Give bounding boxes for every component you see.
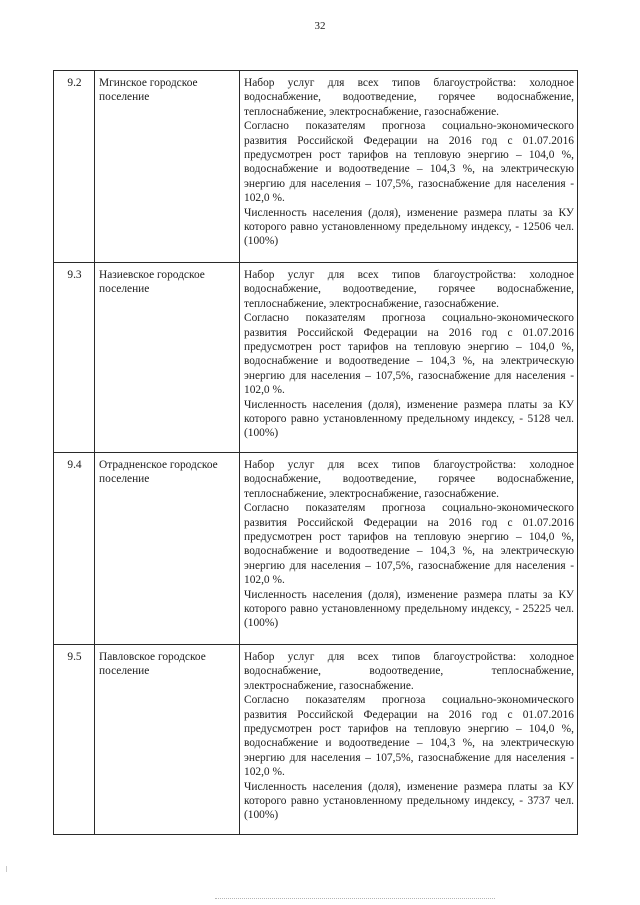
forecast-text: Согласно показателям прогноза социально-экономического развития Российской Федерации на 2016 год с 01.07.2016 предусмотрен рост тарифов на тепловую энергию – 104,0 %, водоснабжение и водоотведение – 104,3 %, на электрическую энергию для населения – 107,5%, газоснабжение для населения - 102,0 %. (244, 694, 574, 779)
services-text: Набор услуг для всех типов благоустройства: холодное водоснабжение, водоотведение, горячее водоснабжение, теплоснабжение, электроснабжение, газоснабжение. (244, 77, 574, 118)
settlement-name: Павловское городское поселение (95, 645, 240, 835)
settlement-name: Назиевское городское поселение (95, 263, 240, 453)
population-text: Численность населения (доля), изменение размера платы за КУ которого равно установленному предельному индексу, - 12506 чел. (100%) (244, 206, 574, 248)
description-cell (240, 453, 578, 645)
description-cell (240, 263, 578, 453)
forecast-text: Согласно показателям прогноза социально-экономического развития Российской Федерации на 2016 год с 01.07.2016 предусмотрен рост тарифов на тепловую энергию – 104,0 %, водоснабжение и водоотведение – 104,3 %, на электрическую энергию для населения – 107,5%, газоснабжение для населения - 102,0 %. (244, 120, 574, 205)
settlement-name: Отрадненское городское поселение (95, 453, 240, 645)
settlements-table (53, 70, 578, 835)
table-row (54, 263, 578, 453)
forecast-text: Согласно показателям прогноза социально-экономического развития Российской Федерации на 2016 год с 01.07.2016 предусмотрен рост тарифов на тепловую энергию – 104,0 %, водоснабжение и водоотведение – 104,3 %, на электрическую энергию для населения – 107,5%, газоснабжение для населения - 102,0 %. (244, 502, 574, 587)
settlement-name: Мгинское городское поселение (95, 71, 240, 263)
page-number: 32 (314, 20, 326, 32)
row-number: 9.4 (54, 453, 95, 645)
services-text: Набор услуг для всех типов благоустройства: холодное водоснабжение, водоотведение, горячее водоснабжение, теплоснабжение, электроснабжение, газоснабжение. (244, 459, 574, 500)
table-row (54, 453, 578, 645)
forecast-text: Согласно показателям прогноза социально-экономического развития Российской Федерации на 2016 год с 01.07.2016 предусмотрен рост тарифов на тепловую энергию – 104,0 %, водоснабжение и водоотведение – 104,3 %, на электрическую энергию для населения – 107,5%, газоснабжение для населения - 102,0 %. (244, 312, 574, 397)
scan-footer-line (215, 898, 495, 899)
services-text: Набор услуг для всех типов благоустройства: холодное водоснабжение, водоотведение, теплоснабжение, электроснабжение, газоснабжение. (244, 651, 574, 692)
row-number: 9.3 (54, 263, 95, 453)
description-cell (240, 645, 578, 835)
table-row (54, 645, 578, 835)
population-text: Численность населения (доля), изменение размера платы за КУ которого равно установленному предельному индексу, - 3737 чел. (100%) (244, 780, 574, 822)
scan-margin-mark (6, 866, 10, 872)
table-row (54, 71, 578, 263)
population-text: Численность населения (доля), изменение размера платы за КУ которого равно установленному предельному индексу, - 5128 чел. (100%) (244, 398, 574, 440)
services-text: Набор услуг для всех типов благоустройства: холодное водоснабжение, водоотведение, горячее водоснабжение, теплоснабжение, электроснабжение, газоснабжение. (244, 269, 574, 310)
population-text: Численность населения (доля), изменение размера платы за КУ которого равно установленному предельному индексу, - 25225 чел. (100%) (244, 588, 574, 630)
description-cell (240, 71, 578, 263)
row-number: 9.5 (54, 645, 95, 835)
row-number: 9.2 (54, 71, 95, 263)
